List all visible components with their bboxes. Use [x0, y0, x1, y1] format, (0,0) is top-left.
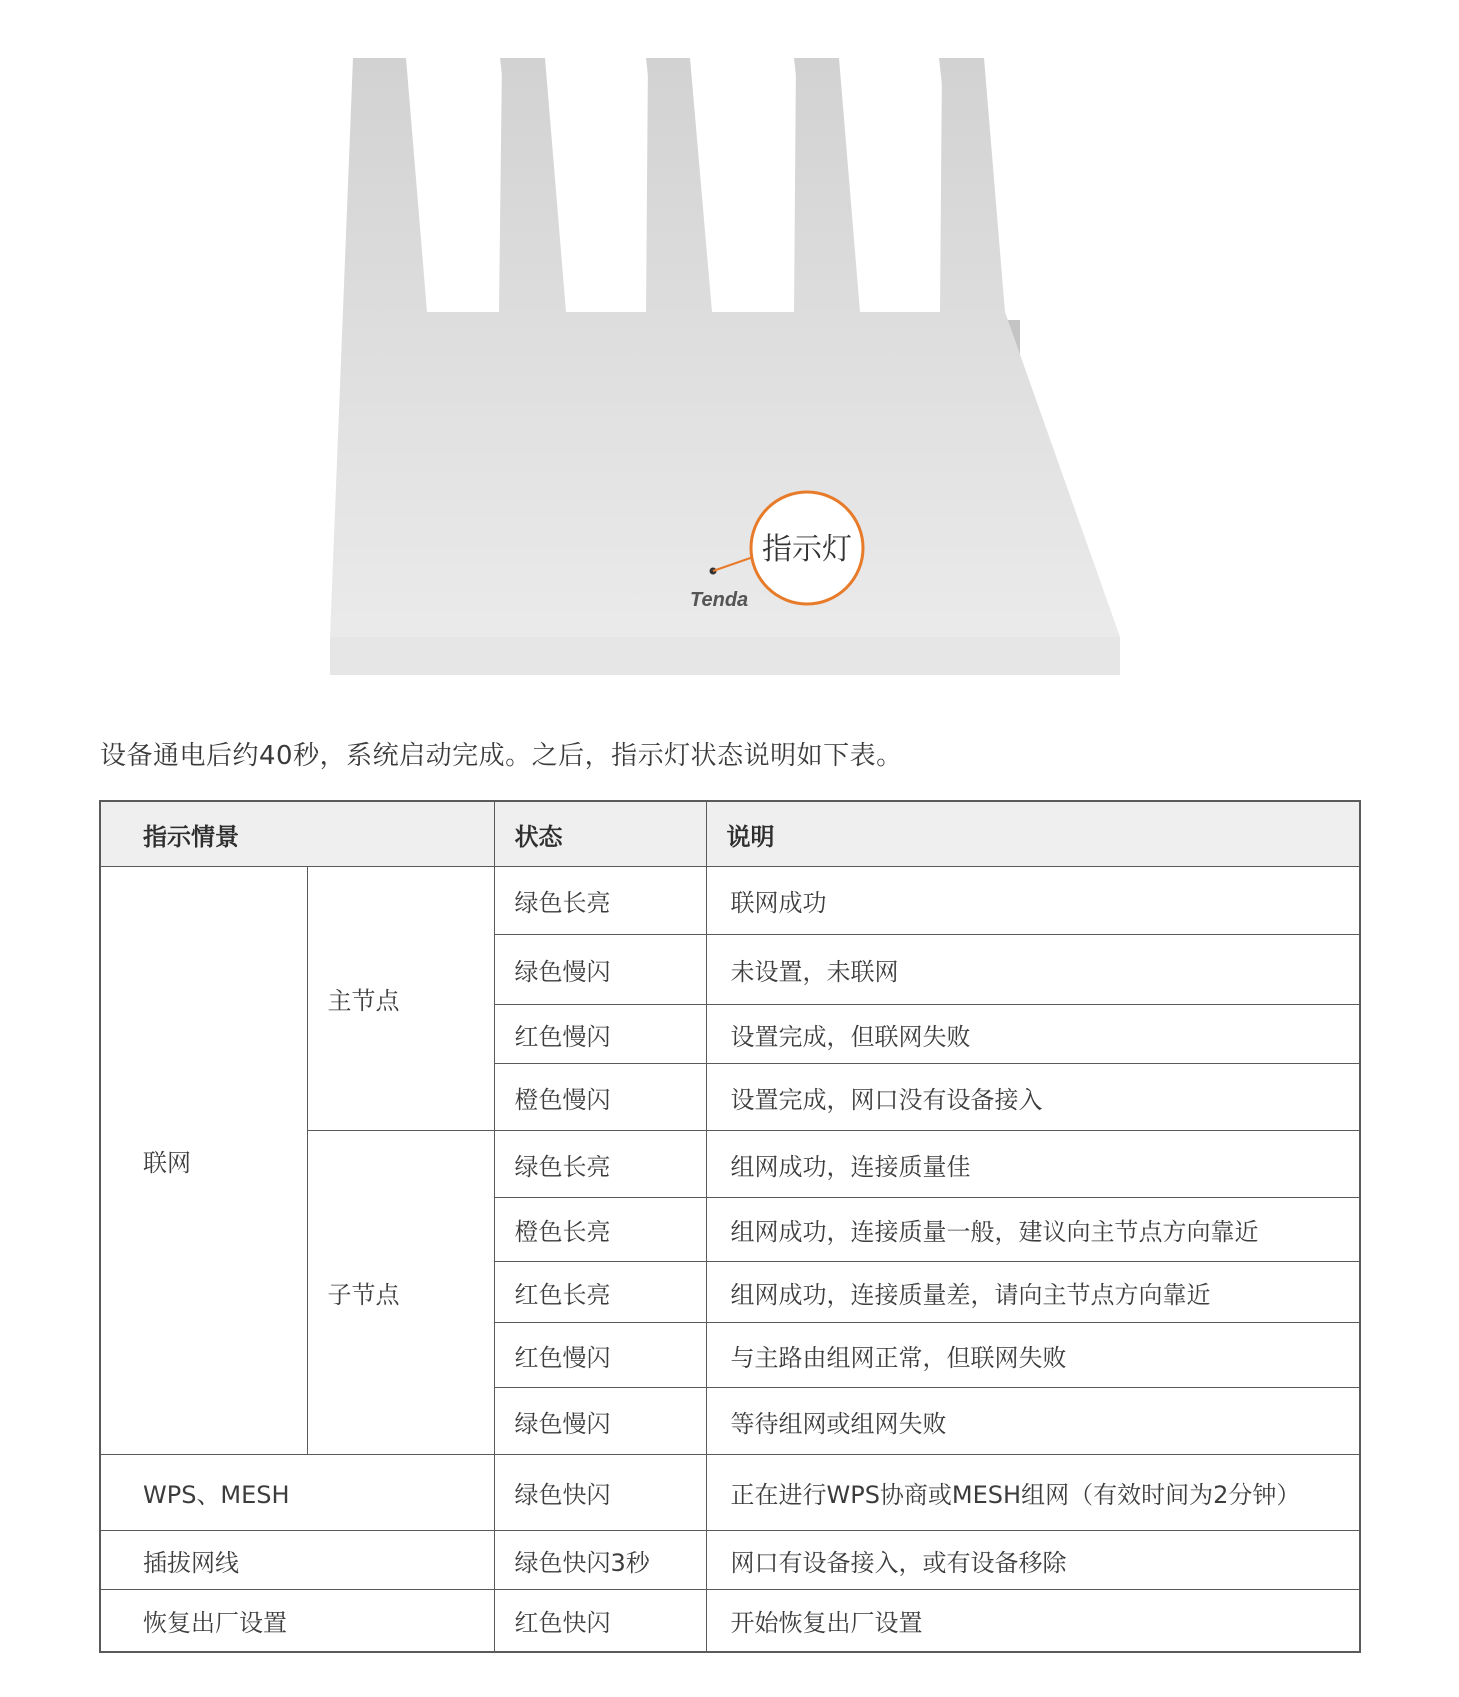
description-cell: 开始恢复出厂设置 — [706, 1590, 1360, 1652]
table-row — [100, 1590, 1360, 1652]
description-cell: 设置完成，网口没有设备接入 — [706, 1064, 1360, 1131]
description-cell: 组网成功，连接质量佳 — [706, 1131, 1360, 1198]
scene-cell: 插拔网线 — [100, 1531, 494, 1590]
description-cell: 与主路由组网正常，但联网失败 — [706, 1323, 1360, 1388]
description-cell: 正在进行WPS协商或MESH组网（有效时间为2分钟） — [706, 1455, 1360, 1531]
description-cell: 设置完成，但联网失败 — [706, 1005, 1360, 1064]
intro-text: 设备通电后约40秒，系统启动完成。之后，指示灯状态说明如下表。 — [100, 741, 903, 771]
description-cell: 未设置，未联网 — [706, 935, 1360, 1005]
table-row — [100, 1455, 1360, 1531]
scene-cell: 联网 — [100, 867, 307, 1455]
state-cell: 红色慢闪 — [494, 1323, 706, 1388]
node-cell: 主节点 — [307, 867, 494, 1131]
description-cell: 组网成功，连接质量一般，建议向主节点方向靠近 — [706, 1198, 1360, 1262]
description-cell: 联网成功 — [706, 867, 1360, 935]
state-cell: 绿色慢闪 — [494, 1388, 706, 1455]
state-cell: 绿色慢闪 — [494, 935, 706, 1005]
header-description: 说明 — [706, 801, 1360, 867]
scene-cell: 恢复出厂设置 — [100, 1590, 494, 1652]
header-scene: 指示情景 — [100, 801, 494, 867]
header-state: 状态 — [494, 801, 706, 867]
indicator-status-table — [99, 800, 1359, 1653]
description-cell: 网口有设备接入，或有设备移除 — [706, 1531, 1360, 1590]
state-cell: 绿色长亮 — [494, 867, 706, 935]
description-cell: 等待组网或组网失败 — [706, 1388, 1360, 1455]
router-base — [330, 637, 1120, 675]
table-row — [100, 1531, 1360, 1590]
router-body — [330, 58, 1120, 675]
state-cell: 橙色长亮 — [494, 1198, 706, 1262]
state-cell: 红色快闪 — [494, 1590, 706, 1652]
brand-logo: Tenda — [690, 589, 749, 611]
scene-cell: WPS、MESH — [100, 1455, 494, 1531]
table-header-row — [100, 801, 1360, 867]
state-cell: 绿色快闪 — [494, 1455, 706, 1531]
state-cell: 橙色慢闪 — [494, 1064, 706, 1131]
node-cell: 子节点 — [307, 1131, 494, 1455]
state-cell: 绿色快闪3秒 — [494, 1531, 706, 1590]
callout-label: 指示灯 — [762, 532, 852, 567]
state-cell: 绿色长亮 — [494, 1131, 706, 1198]
router-illustration — [320, 50, 1130, 690]
state-cell: 红色长亮 — [494, 1262, 706, 1323]
state-cell: 红色慢闪 — [494, 1005, 706, 1064]
description-cell: 组网成功，连接质量差，请向主节点方向靠近 — [706, 1262, 1360, 1323]
table-row — [100, 867, 1360, 935]
